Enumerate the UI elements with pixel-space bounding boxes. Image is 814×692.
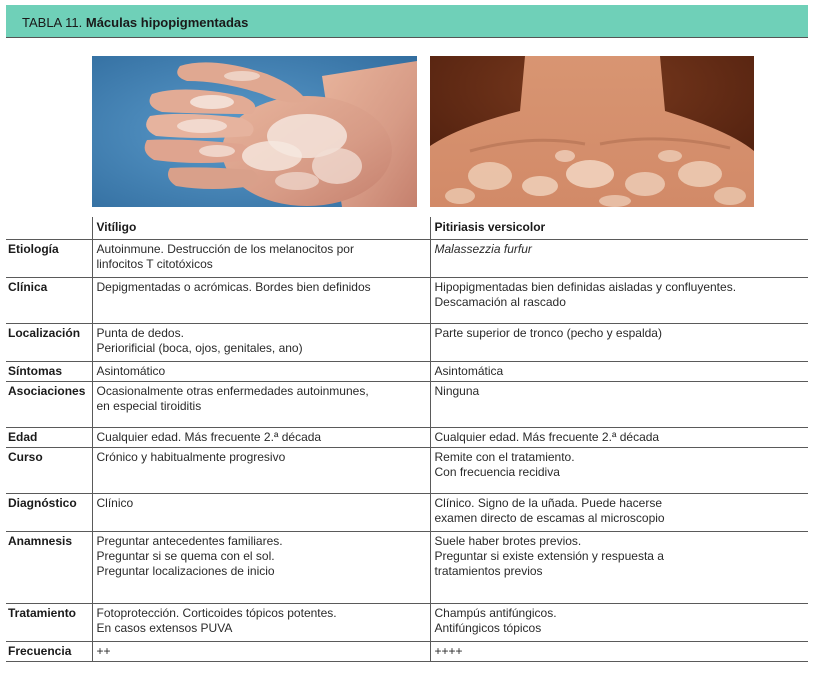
table-title-bar (6, 5, 808, 38)
table-title (22, 15, 248, 30)
chest-pitiriasis-photo (430, 56, 754, 207)
cell-pitiriasis: Ninguna (430, 382, 808, 428)
cell-vitiligo: Fotoprotección. Corticoides tópicos potentes. En casos extensos PUVA (92, 604, 430, 642)
cell-vitiligo: Asintomático (92, 362, 430, 382)
column-header-pitiriasis: Pitiriasis versicolor (430, 217, 808, 240)
row-label: Tratamiento (6, 604, 92, 642)
cell-pitiriasis: Suele haber brotes previos. Preguntar si existe extensión y respuesta a tratamientos previos (430, 532, 808, 604)
row-label: Etiología (6, 240, 92, 278)
cell-vitiligo: Preguntar antecedentes familiares. Preguntar si se quema con el sol. Preguntar localizaciones de inicio (92, 532, 430, 604)
table-header-row (6, 217, 808, 240)
cell-pitiriasis: Malassezzia furfur (430, 240, 808, 278)
table-body (6, 240, 808, 662)
cell-pitiriasis: Remite con el tratamiento. Con frecuencia recidiva (430, 448, 808, 494)
cell-pitiriasis: Parte superior de tronco (pecho y espalda) (430, 324, 808, 362)
cell-vitiligo: Depigmentadas o acrómicas. Bordes bien definidos (92, 278, 430, 324)
cell-vitiligo: Autoinmune. Destrucción de los melanocitos por linfocitos T citotóxicos (92, 240, 430, 278)
row-label: Curso (6, 448, 92, 494)
cell-pitiriasis: Cualquier edad. Más frecuente 2.ª década (430, 428, 808, 448)
table-row (6, 278, 808, 324)
table-number: TABLA 11. (22, 15, 83, 30)
row-label: Clínica (6, 278, 92, 324)
hand-vitiligo-photo (92, 56, 417, 207)
cell-vitiligo: ++ (92, 642, 430, 662)
row-label: Edad (6, 428, 92, 448)
table-row (6, 494, 808, 532)
comparison-table (6, 217, 808, 662)
table-row (6, 428, 808, 448)
table-row (6, 448, 808, 494)
table-row (6, 324, 808, 362)
column-header-vitiligo: Vitíligo (92, 217, 430, 240)
comparison-table-wrapper (6, 217, 808, 662)
cell-vitiligo: Clínico (92, 494, 430, 532)
row-label: Asociaciones (6, 382, 92, 428)
row-label: Localización (6, 324, 92, 362)
table-heading: Máculas hipopigmentadas (85, 15, 249, 30)
table-row (6, 604, 808, 642)
cell-vitiligo: Crónico y habitualmente progresivo (92, 448, 430, 494)
table-row (6, 362, 808, 382)
cell-vitiligo: Punta de dedos. Periorificial (boca, ojos, genitales, ano) (92, 324, 430, 362)
cell-pitiriasis: Champús antifúngicos. Antifúngicos tópicos (430, 604, 808, 642)
cell-pitiriasis: Hipopigmentadas bien definidas aisladas y confluyentes. Descamación al rascado (430, 278, 808, 324)
table-row (6, 382, 808, 428)
row-label: Diagnóstico (6, 494, 92, 532)
cell-pitiriasis: ++++ (430, 642, 808, 662)
row-label: Síntomas (6, 362, 92, 382)
table-row (6, 642, 808, 662)
row-label: Anamnesis (6, 532, 92, 604)
header-corner (6, 217, 92, 240)
cell-pitiriasis: Clínico. Signo de la uñada. Puede hacerse examen directo de escamas al microscopio (430, 494, 808, 532)
table-row (6, 532, 808, 604)
cell-vitiligo: Cualquier edad. Más frecuente 2.ª década (92, 428, 430, 448)
cell-vitiligo: Ocasionalmente otras enfermedades autoinmunes, en especial tiroiditis (92, 382, 430, 428)
cell-pitiriasis: Asintomática (430, 362, 808, 382)
table-row (6, 240, 808, 278)
row-label: Frecuencia (6, 642, 92, 662)
